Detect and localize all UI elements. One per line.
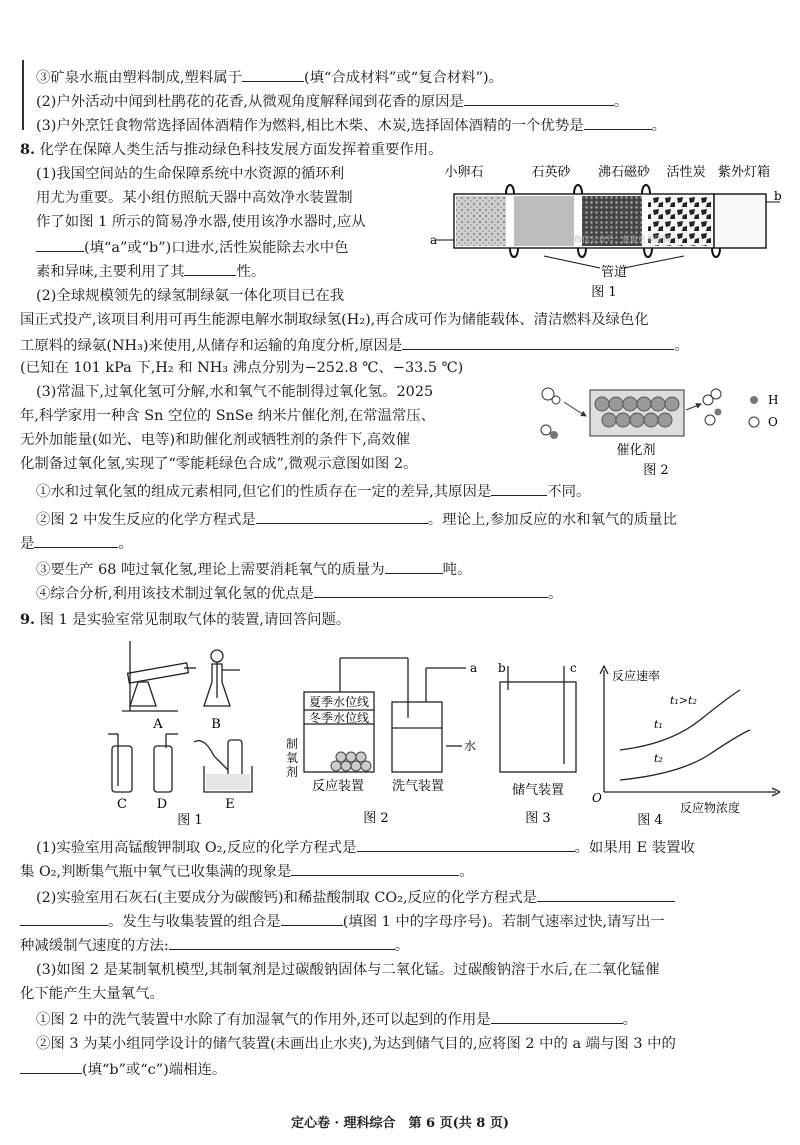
oxygen-generator-figure	[276, 652, 486, 826]
text: 。	[394, 938, 410, 954]
text-line	[36, 260, 265, 282]
text-line: 国正式投产,该项目利用可再生能源电解水制取绿氢(H₂),再合成可作为储能载体、清洁燃料及绿色化	[20, 312, 649, 328]
origin-label: O	[592, 791, 602, 805]
watermark: 关注微信公众号：获取更多资料	[558, 235, 670, 244]
text-line: 化制备过氧化氢,实现了“零能耗绿色合成”,微观示意图如图 2。	[20, 456, 418, 472]
text: (2)户外活动中闻到杜鹃花的花香,从微观角度解释闻到花香的原因是	[36, 94, 464, 110]
port-b: b	[498, 661, 506, 675]
text: 。	[459, 864, 474, 880]
text: (填“a”或“b”)口进水,活性炭能除去水中色	[84, 240, 349, 256]
text-line: (3)如图 2 是某制氧机模型,其制氧剂是过碳酸钠固体与二氧化锰。过碳酸钠溶于水后,在二氧化锰催	[36, 962, 660, 978]
reactor-label: 反应装置	[311, 779, 365, 794]
figure-caption: 图 1	[591, 285, 617, 300]
answer-blank[interactable]	[20, 1058, 82, 1074]
question-number: 9.	[20, 611, 36, 628]
text: 性。	[236, 264, 266, 280]
text: 工原料的绿氨(NH₃)来使用,从储存和运输的角度分析,原因是	[20, 338, 403, 354]
figure-caption: 图 2	[643, 463, 669, 478]
text: 吨。	[442, 562, 472, 578]
text-line: 作了如图 1 所示的简易净水器,使用该净水器时,应从	[36, 214, 366, 230]
text: 集 O₂,判断集气瓶中氧气已收集满的现象是	[20, 864, 292, 880]
agent-label-3: 剂	[286, 765, 299, 779]
text-line	[36, 836, 695, 858]
figure-caption: 图 2	[363, 811, 389, 826]
layer-pebble	[456, 196, 506, 246]
text: ②图 2 中发生反应的化学方程式是	[36, 512, 256, 528]
port-a: a	[470, 661, 478, 675]
answer-blank[interactable]	[34, 532, 118, 548]
label-uv-box: 紫外灯箱	[717, 165, 771, 180]
summer-waterline: 夏季水位线	[308, 695, 370, 709]
label-e: E	[225, 797, 235, 812]
text-line	[36, 508, 677, 530]
answer-blank[interactable]	[242, 66, 304, 82]
text: 。发生与收集装置的组合是	[108, 914, 281, 930]
answer-blank[interactable]	[36, 236, 84, 252]
answer-blank[interactable]	[314, 582, 548, 598]
water-label: 水	[464, 739, 477, 753]
purifier-figure	[424, 160, 784, 300]
text: 。	[548, 586, 563, 602]
text-line	[36, 236, 349, 258]
text-line: (2)全球规模领先的绿氢制绿氨一体化项目已在我	[36, 288, 345, 304]
label-pebble: 小卵石	[444, 165, 484, 180]
text: (2)实验室用石灰石(主要成分为碳酸钙)和稀盐酸制取 CO₂,反应的化学方程式是	[36, 890, 538, 906]
figure-caption: 图 1	[177, 813, 203, 826]
text: 。理论上,参加反应的水和氧气的质量比	[427, 512, 677, 528]
text: 是	[20, 536, 35, 552]
label-c: C	[117, 797, 127, 812]
text-line: (1)我国空间站的生命保障系统中水资源的循环利	[36, 166, 345, 182]
label-d: D	[156, 797, 168, 812]
text-line: 用尤为重要。某小组仿照航天器中高效净水装置制	[36, 190, 353, 206]
answer-blank[interactable]	[357, 836, 575, 852]
answer-blank[interactable]	[464, 90, 614, 106]
answer-blank[interactable]	[491, 1008, 623, 1024]
figure-caption: 图 4	[637, 813, 663, 826]
text: 。	[651, 118, 667, 134]
curve-t2	[620, 730, 750, 780]
question-stem: 图 1 是实验室常见制取气体的装置,请回答问题。	[39, 612, 351, 628]
legend-h-swatch	[750, 396, 758, 404]
label-a: A	[153, 717, 163, 732]
text-line	[36, 582, 562, 604]
text-line	[20, 334, 689, 356]
text: (填“b”或“c”)端相连。	[82, 1062, 227, 1078]
label-zeolite: 沸石磁砂	[597, 165, 651, 180]
question-number: 8.	[20, 141, 36, 158]
text: ④综合分析,利用该技术制过氧化氢的优点是	[36, 586, 314, 602]
label-t2: t₂	[654, 752, 663, 765]
text: 素和异味,主要利用了其	[36, 264, 185, 280]
text-line	[20, 860, 474, 882]
agent-label-2: 氧	[286, 751, 299, 765]
port-c: c	[570, 661, 577, 675]
text: (填“合成材料”或“复合材料”)。	[304, 70, 504, 86]
text-line	[20, 910, 665, 932]
legend-o: O	[768, 415, 778, 429]
text-line	[20, 1058, 226, 1080]
temp-relation: t₁>t₂	[670, 694, 697, 707]
text: (3)户外烹饪食物常选择固体酒精作为燃料,相比木柴、木炭,选择固体酒精的一个优势是	[36, 118, 584, 134]
answer-blank[interactable]	[20, 910, 108, 926]
washer-label: 洗气装置	[391, 779, 445, 794]
answer-blank[interactable]	[256, 508, 428, 524]
x-axis-label: 反应物浓度	[680, 801, 741, 815]
answer-blank[interactable]	[291, 860, 459, 876]
storage-label: 储气装置	[511, 783, 565, 798]
text: ③矿泉水瓶由塑料制成,塑料属于	[36, 70, 243, 86]
winter-waterline: 冬季水位线	[308, 711, 370, 725]
catalyst-label: 催化剂	[616, 443, 656, 458]
text: 。	[613, 94, 629, 110]
text-line: 无外加能量(如光、电等)和助催化剂或牺牲剂的条件下,高效催	[20, 432, 410, 448]
answer-blank[interactable]	[491, 480, 547, 496]
text: ①图 2 中的洗气装置中水除了有加湿氧气的作用外,还可以起到的作用是	[36, 1012, 491, 1028]
answer-blank[interactable]	[402, 334, 674, 350]
rate-graph-figure	[590, 660, 780, 826]
text-line	[36, 886, 675, 908]
text: 种减缓制气速度的方法:	[20, 938, 169, 954]
text-line	[36, 66, 503, 88]
question-stem: 化学在保障人类生活与推动绿色科技发展方面发挥着重要作用。	[39, 142, 443, 158]
question-9	[20, 610, 350, 630]
label-t1: t₁	[654, 718, 663, 731]
label-b: B	[211, 717, 221, 732]
text-line: (3)常温下,过氧化氢可分解,水和氧气不能制得过氧化氢。2025	[36, 384, 434, 400]
answer-blank[interactable]	[385, 558, 443, 574]
text-line	[20, 934, 409, 956]
text: 。如果用 E 装置收	[574, 840, 695, 856]
text-line	[36, 90, 628, 112]
port-a: a	[430, 233, 438, 247]
apparatus-figure	[100, 636, 280, 826]
answer-blank[interactable]	[281, 910, 343, 926]
text: 。	[674, 338, 689, 354]
margin-bar	[22, 60, 24, 130]
text: (1)实验室用高锰酸钾制取 O₂,反应的化学方程式是	[36, 840, 357, 856]
answer-blank[interactable]	[537, 886, 675, 902]
port-b: b	[774, 189, 782, 203]
text-line	[36, 114, 666, 136]
question-8	[20, 140, 443, 160]
text-line	[36, 558, 471, 580]
catalyst-figure	[536, 380, 786, 480]
agent-label-1: 制	[286, 737, 299, 751]
text-line	[36, 480, 590, 502]
text: 不同。	[547, 484, 591, 500]
storage-figure	[490, 660, 590, 826]
text: ③要生产 68 吨过氧化氢,理论上需要消耗氧气的质量为	[36, 562, 385, 578]
label-pipe: 管道	[600, 265, 628, 280]
text-line: (已知在 101 kPa 下,H₂ 和 NH₃ 沸点分别为−252.8 ℃、−33.5 ℃)	[20, 360, 464, 376]
text: 。	[118, 536, 133, 552]
label-carbon: 活性炭	[666, 165, 706, 180]
answer-blank[interactable]	[169, 934, 395, 950]
uv-box	[714, 194, 766, 248]
text-line	[36, 1008, 637, 1030]
legend-h: H	[768, 393, 779, 407]
legend-o-swatch	[749, 417, 759, 427]
text-line: ②图 3 为某小组同学设计的储气装置(未画出止水夹),为达到储气目的,应将图 2 中的 a 端与图 3 中的	[36, 1036, 676, 1052]
text-line: 化下能产生大量氧气。	[20, 986, 164, 1002]
y-axis-label: 反应速率	[612, 669, 661, 683]
answer-blank[interactable]	[184, 260, 236, 276]
text-line	[20, 532, 133, 554]
text: 。	[622, 1012, 638, 1028]
text: (填图 1 中的字母序号)。若制气速率过快,请写出一	[342, 914, 665, 930]
text-line: 年,科学家用一种含 Sn 空位的 SnSe 纳米片催化剂,在常温常压、	[20, 408, 436, 424]
answer-blank[interactable]	[584, 114, 652, 130]
label-quartz: 石英砂	[531, 165, 571, 180]
figure-caption: 图 3	[525, 811, 551, 826]
text: ①水和过氧化氢的组成元素相同,但它们的性质存在一定的差异,其原因是	[36, 484, 492, 500]
page-footer: 定心卷 · 理科综合 第 6 页(共 8 页)	[290, 1116, 510, 1131]
